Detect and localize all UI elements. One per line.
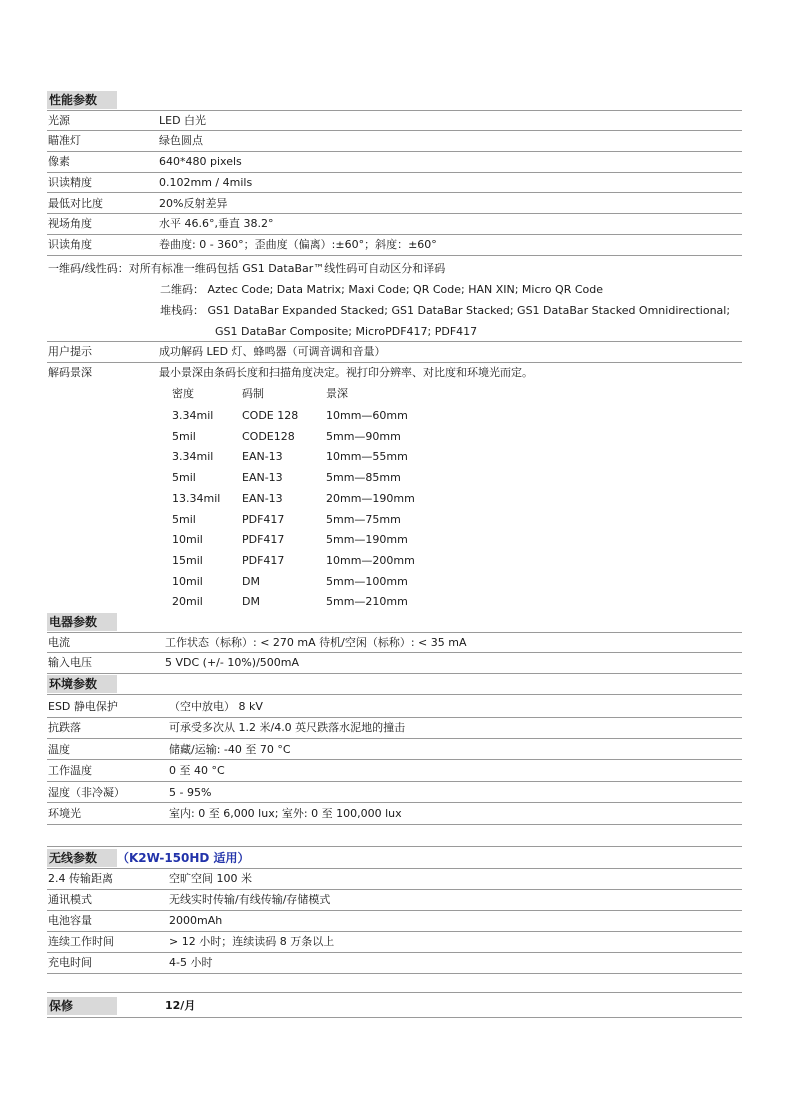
section-performance: [47, 90, 742, 111]
spec-label: 最低对比度: [48, 196, 103, 210]
spec-row-drop: [47, 718, 742, 739]
section-environment: [47, 674, 742, 695]
spec-row-light-source: [47, 111, 742, 132]
dof-cell: 5mm—90mm: [326, 429, 401, 443]
spec-label: 环境光: [48, 807, 81, 820]
dof-cell: EAN-13: [242, 471, 283, 485]
spec-value: 最小景深由条码长度和扫描角度决定。视打印分辨率、对比度和环境光而定。: [159, 366, 533, 379]
symbology-stacked: 堆栈码： GS1 DataBar Expanded Stacked; GS1 DataBar Stacked; GS1 DataBar Stacked Omnidirectional;: [160, 304, 731, 317]
spec-value: 水平 46.6°,垂直 38.2°: [159, 217, 274, 231]
dof-header-range: 景深: [326, 387, 348, 400]
spec-value: 储藏/运输: -40 至 70 °C: [169, 742, 291, 756]
dof-cell: 10mil: [172, 574, 203, 588]
dof-cell: 3.34mil: [172, 450, 214, 464]
spec-row-comm-mode: [47, 890, 742, 911]
spec-label: 电流: [48, 635, 70, 649]
dof-cell: DM: [242, 595, 260, 609]
section-title: 环境参数: [49, 677, 98, 692]
dof-cell: 10mm—60mm: [326, 409, 408, 422]
spec-label: 湿度（非冷凝）: [48, 785, 125, 799]
dof-cell: 5mm—100mm: [326, 574, 408, 588]
section-title: 无线参数: [49, 851, 98, 865]
dof-cell: CODE128: [242, 429, 295, 443]
section-wireless: [47, 848, 742, 869]
dof-cell: 10mm—200mm: [326, 553, 415, 567]
dof-cell: EAN-13: [242, 450, 283, 464]
section-electrical: [47, 612, 742, 633]
symbology-stacked-cont: GS1 DataBar Composite; MicroPDF417; PDF417: [215, 325, 478, 338]
spec-value: 卷曲度: 0 - 360°；歪曲度（偏离）:±60°；斜度：±60°: [159, 237, 437, 251]
section-warranty: [47, 996, 742, 1018]
section-title: 电器参数: [49, 615, 98, 629]
spec-row-range: [47, 869, 742, 890]
spec-row-user-prompt: [47, 342, 742, 363]
spec-value: 640*480 pixels: [159, 155, 242, 169]
dof-header-symbology: 码制: [242, 387, 264, 400]
dof-cell: 20mm—190mm: [326, 491, 415, 505]
spec-label: 充电时间: [48, 956, 92, 969]
spec-label: 光源: [48, 113, 70, 127]
section-note: （K2W-150HD 适用）: [117, 851, 250, 865]
spec-value: LED 白光: [159, 113, 207, 127]
spec-value: 2000mAh: [169, 914, 223, 927]
spec-row-temperature: [47, 740, 742, 761]
dof-cell: 5mil: [172, 429, 196, 443]
spec-row-ambient-light: [47, 804, 742, 825]
spec-value: 5 VDC (+/- 10%)/500mA: [165, 656, 300, 670]
spec-label: 工作温度: [48, 764, 92, 778]
spec-label: 温度: [48, 742, 70, 756]
spec-value: > 12 小时；连续读码 8 万条以上: [169, 935, 335, 948]
spec-row-battery: [47, 911, 742, 932]
section-title: 性能参数: [49, 93, 98, 107]
dof-cell: DM: [242, 574, 260, 588]
spec-value: 0 至 40 °C: [169, 764, 225, 778]
spec-label: 用户提示: [48, 345, 92, 358]
dof-cell: 5mil: [172, 471, 196, 485]
dof-cell: 15mil: [172, 553, 203, 567]
spec-label: 识读角度: [48, 237, 92, 251]
spec-row-humidity: [47, 783, 742, 804]
dof-cell: PDF417: [242, 533, 285, 547]
spec-label: 识读精度: [48, 175, 92, 189]
dof-cell: 5mm—85mm: [326, 471, 401, 485]
dof-cell: PDF417: [242, 512, 285, 526]
spec-value: 室内: 0 至 6,000 lux; 室外: 0 至 100,000 lux: [169, 807, 402, 820]
spec-row-input-voltage: [47, 653, 742, 674]
spec-value: 4-5 小时: [169, 956, 213, 969]
spec-label: 视场角度: [48, 217, 92, 231]
section-title: 保修: [49, 999, 74, 1013]
section-header: [47, 613, 117, 631]
section-header: [47, 675, 117, 693]
spec-label: 抗跌落: [48, 721, 81, 735]
spec-value: 可承受多次从 1.2 米/4.0 英尺跌落水泥地的撞击: [169, 721, 406, 735]
spec-value: 5 - 95%: [169, 785, 212, 799]
spec-row-read-angle: [47, 235, 742, 256]
dof-cell: 10mm—55mm: [326, 450, 408, 464]
dof-cell: PDF417: [242, 553, 285, 567]
dof-cell: 13.34mil: [172, 491, 221, 505]
spec-label: 连续工作时间: [48, 935, 114, 948]
spec-row-operating-temp: [47, 761, 742, 782]
spec-value: 成功解码 LED 灯、蜂鸣器（可调音调和音量）: [159, 345, 386, 358]
warranty-value: 12/月: [165, 999, 196, 1012]
dof-cell: 5mil: [172, 512, 196, 526]
spec-label: 电池容量: [48, 914, 92, 927]
spec-value: 绿色圆点: [159, 134, 203, 148]
spec-row-depth-of-field: [47, 363, 742, 384]
spec-label: 解码景深: [48, 366, 92, 379]
spec-value: 空旷空间 100 米: [169, 872, 252, 885]
symbology-2d: 二维码： Aztec Code; Data Matrix; Maxi Code; QR Code; HAN XIN; Micro QR Code: [160, 283, 603, 296]
spec-value: 无线实时传输/有线传输/存储模式: [169, 893, 331, 906]
spec-row-runtime: [47, 932, 742, 953]
dof-cell: 5mm—75mm: [326, 512, 401, 526]
spec-label: 瞄准灯: [48, 134, 81, 148]
spec-value: 工作状态（标称）: < 270 mA 待机/空闲（标称）: < 35 mA: [165, 635, 467, 649]
spec-row-charge-time: [47, 953, 742, 974]
spec-label: 像素: [48, 155, 70, 169]
spec-row-contrast: [47, 194, 742, 215]
section-header: [47, 997, 117, 1015]
dof-header-density: 密度: [172, 387, 194, 400]
symbology-1d: 一维码/线性码：对所有标准一维码包括 GS1 DataBar™线性码可自动区分和译码: [48, 262, 446, 275]
spec-row-pixels: [47, 152, 742, 173]
section-header: [47, 849, 117, 867]
section-header: [47, 91, 117, 109]
spec-label: ESD 静电保护: [48, 700, 118, 713]
spec-value: 20%反射差异: [159, 196, 228, 210]
spec-label: 2.4 传输距离: [48, 872, 113, 885]
dof-cell: 20mil: [172, 595, 203, 609]
spec-row-resolution: [47, 173, 742, 194]
dof-cell: CODE 128: [242, 409, 299, 422]
divider: [47, 846, 742, 847]
spec-row-current: [47, 633, 742, 654]
spec-value: （空中放电） 8 kV: [169, 700, 263, 713]
dof-cell: 10mil: [172, 533, 203, 547]
spec-label: 通讯模式: [48, 893, 92, 906]
divider: [47, 992, 742, 993]
dof-cell: 3.34mil: [172, 409, 214, 422]
spec-row-aimer: [47, 131, 742, 152]
spec-value: 0.102mm / 4mils: [159, 175, 253, 189]
spec-label: 输入电压: [48, 656, 92, 670]
spec-row-esd: [47, 697, 742, 718]
dof-cell: EAN-13: [242, 491, 283, 505]
dof-cell: 5mm—210mm: [326, 595, 408, 609]
dof-cell: 5mm—190mm: [326, 533, 408, 547]
spec-row-field-of-view: [47, 214, 742, 235]
